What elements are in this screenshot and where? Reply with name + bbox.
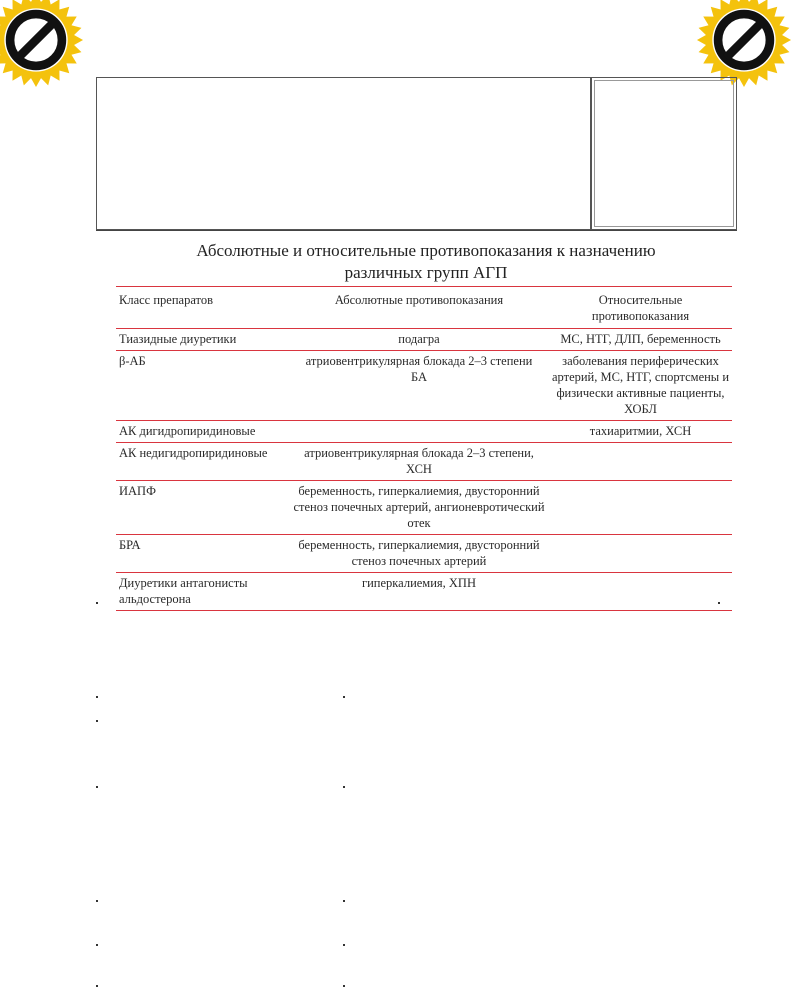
scan-dot [96,602,98,604]
header-absolute: Абсолютные противопоказания [289,287,548,329]
scan-dot [96,696,98,698]
table-row [116,481,732,535]
drug-class-cell: Тиазидные диуретики [116,329,289,351]
frame-baseline [96,230,737,231]
drug-class-cell: ИАПФ [116,481,289,535]
drug-class-cell: АК дигидропиридиновые [116,421,289,443]
table-title: Абсолютные и относительные противопоказания к назначению [196,241,656,260]
table-row [116,421,732,443]
drug-class-cell: БРА [116,535,289,573]
relative-cell: тахиаритмии, ХСН [548,421,732,443]
table-row [116,443,732,481]
table-row [116,329,732,351]
absolute-cell: беременность, гиперкалиемия, двусторонний стеноз почечных артерий [289,535,548,573]
absolute-cell: атриовентрикулярная блокада 2–3 степени, ХСН [289,443,548,481]
absolute-cell: беременность, гиперкалиемия, двусторонний стеноз почечных артерий, ангионевротический отек [289,481,548,535]
relative-cell: заболевания периферических артерий, МС, НТГ, спортсмены и физически активные пациенты, ХОБЛ [548,351,732,421]
relative-cell [548,535,732,573]
table-row [116,535,732,573]
empty-side-frame [591,77,737,230]
no-entry-icon [0,0,84,88]
contraindications-table [116,286,732,611]
scan-dot [96,786,98,788]
no-entry-icon [696,0,792,88]
relative-cell [548,443,732,481]
absolute-cell: гиперкалиемия, ХПН [289,573,548,611]
scan-dot [343,944,345,946]
table-row [116,573,732,611]
scan-dot [343,786,345,788]
table-row [116,351,732,421]
drug-class-cell: β-АБ [116,351,289,421]
scan-dot [343,900,345,902]
scan-dot [96,720,98,722]
scan-dot [343,696,345,698]
scan-dot [718,602,720,604]
absolute-cell [289,421,548,443]
table-subtitle: различных групп АГП [344,263,508,282]
header-class: Класс препаратов [116,287,289,329]
relative-cell [548,573,732,611]
drug-class-cell: АК недигидропиридиновые [116,443,289,481]
absolute-cell: атриовентрикулярная блокада 2–3 степени БА [289,351,548,421]
scan-dot [343,985,345,987]
relative-cell [548,481,732,535]
scan-dot [96,900,98,902]
table-header-row [116,287,732,329]
absolute-cell: подагра [289,329,548,351]
empty-text-frame [96,77,591,230]
header-relative: Относительные противопоказания [548,287,732,329]
scan-dot [96,985,98,987]
scan-dot [96,944,98,946]
relative-cell: МС, НТГ, ДЛП, беременность [548,329,732,351]
drug-class-cell: Диуретики антагонисты альдостерона [116,573,289,611]
